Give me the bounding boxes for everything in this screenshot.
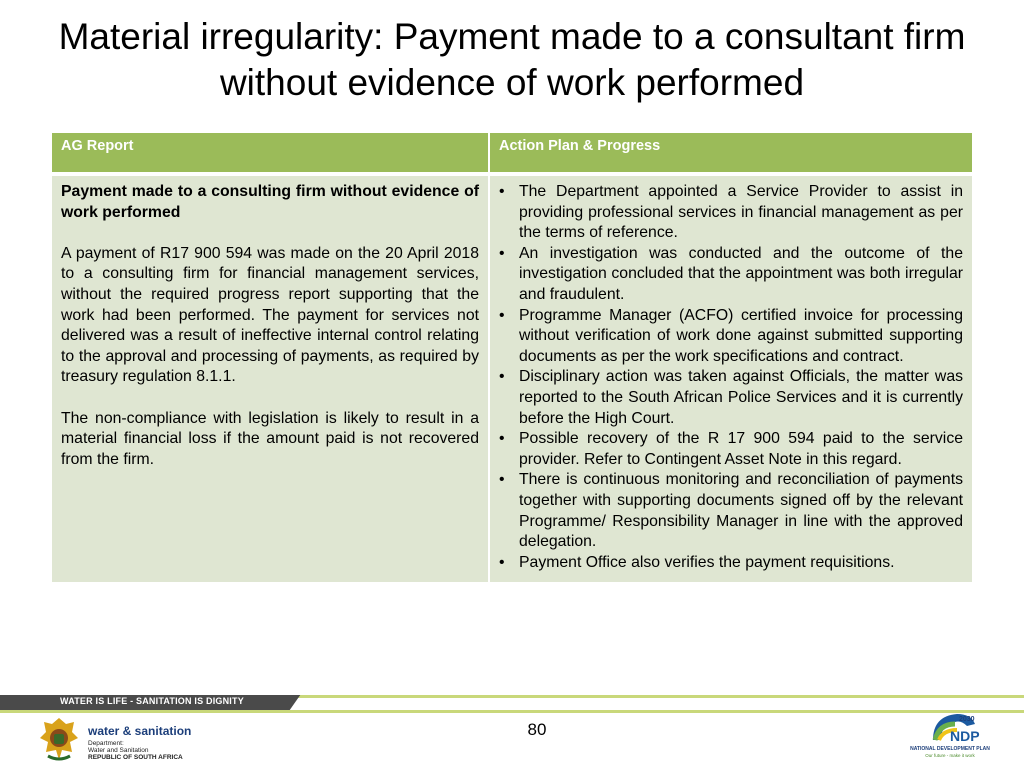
action-item (499, 553, 963, 574)
action-text: There is continuous monitoring and reconciliation of payments together with supporting documents signed off by the relevant Programme/ Responsibility Manager in line with the approved delegation. (519, 471, 963, 551)
bullet-icon: • (499, 553, 505, 571)
dws-brand-text: water & sanitation (88, 724, 192, 738)
bullet-icon: • (499, 244, 505, 262)
action-plan-cell (489, 176, 972, 582)
ndp-logo (905, 710, 995, 766)
ag-report-paragraph: A payment of R17 900 594 was made on the 20 April 2018 to a consulting firm for financial management services, without the required progress report supporting that the work had been performed. The payment for services not delivered was a result of ineffective internal control relating to the approval and processing of payments, as required by treasury regulation 8.1.1. (61, 244, 479, 386)
action-text: Possible recovery of the R 17 900 594 paid to the service provider. Refer to Contingent Asset Note in this regard. (519, 430, 963, 468)
action-text: Programme Manager (ACFO) certified invoice for processing without verification of work done against submitted supporting documents as per the work specifications and contract. (519, 306, 963, 365)
header-ag-report: AG Report (52, 133, 489, 172)
ag-report-cell (52, 176, 489, 582)
action-item (499, 470, 963, 552)
action-list (499, 182, 963, 573)
action-item (499, 367, 963, 429)
table-row (52, 176, 972, 582)
table-header-row (52, 133, 972, 172)
issue-title: Payment made to a consulting firm without evidence of work performed (61, 183, 479, 221)
footer-top-line (285, 695, 1024, 698)
dept-line: Department: (88, 740, 124, 747)
page-number: 80 (527, 720, 547, 739)
action-item (499, 182, 963, 244)
footer-slogan: WATER IS LIFE - SANITATION IS DIGNITY (60, 696, 244, 706)
ndp-tagline: Our future - make it work (925, 753, 975, 758)
ndp-emblem-icon (905, 710, 995, 746)
slide-title: Material irregularity: Payment made to a consultant firm without evidence of work performed (58, 16, 966, 103)
dept-line: Water and Sanitation (88, 747, 149, 754)
audit-table (52, 133, 972, 582)
bullet-icon: • (499, 368, 505, 386)
ndp-year: 2030 (959, 716, 975, 723)
ndp-caption: NATIONAL DEVELOPMENT PLAN (910, 746, 990, 752)
coat-of-arms-icon (36, 716, 82, 764)
ndp-letters: NDP (950, 728, 980, 744)
footer-bottom-line (0, 710, 1024, 713)
dws-logo (36, 716, 216, 764)
action-item (499, 244, 963, 306)
action-text: Disciplinary action was taken against Officials, the matter was reported to the South African Police Services and it is currently before the High Court. (519, 368, 963, 427)
action-item (499, 429, 963, 470)
header-action-plan: Action Plan & Progress (489, 133, 972, 172)
dept-line: REPUBLIC OF SOUTH AFRICA (88, 754, 183, 761)
bullet-icon: • (499, 306, 505, 324)
dws-department-text (88, 740, 183, 761)
ag-report-paragraph: The non-compliance with legislation is likely to result in a material financial loss if the amount paid is not recovered from the firm. (61, 409, 479, 468)
action-text: Payment Office also verifies the payment requisitions. (519, 553, 895, 571)
action-text: The Department appointed a Service Provider to assist in providing professional services in financial management as per the terms of reference. (519, 183, 963, 242)
footer-band (0, 695, 1024, 715)
bullet-icon: • (499, 471, 505, 489)
bullet-icon: • (499, 430, 505, 448)
action-item (499, 306, 963, 368)
action-text: An investigation was conducted and the outcome of the investigation concluded that the appointment was both irregular and fraudulent. (519, 244, 963, 303)
bullet-icon: • (499, 183, 505, 200)
